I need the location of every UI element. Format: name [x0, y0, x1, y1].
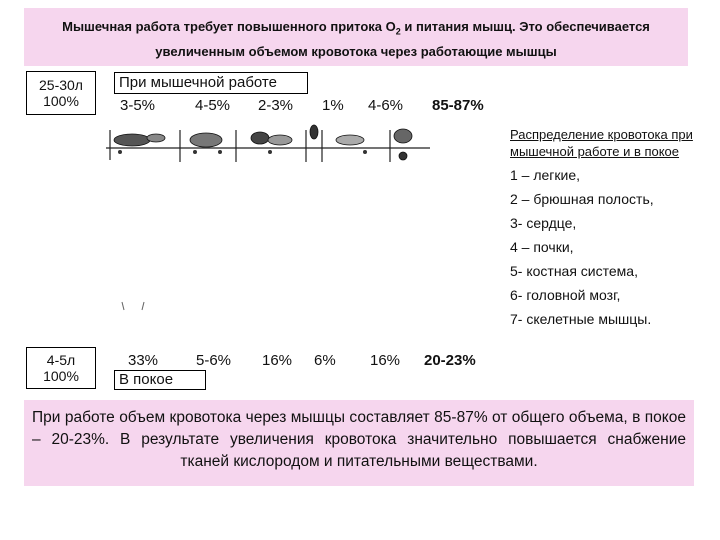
- rest-value-5: 16%: [370, 352, 401, 369]
- header-line-1: Мышечная работа требует повышенного притока $О_2$ и питания мышц. Это обеспечивается: [62, 19, 650, 37]
- rest-value-1: 33%: [128, 352, 159, 369]
- legend-item: 1 – легкие,: [510, 167, 581, 183]
- rest-value-2: 5-6%: [196, 352, 232, 369]
- kidney-icon: [310, 125, 318, 139]
- rest-value-6: 20-23%: [424, 352, 476, 369]
- rest-value-4: 6%: [314, 352, 336, 369]
- legend-item: 4 – почки,: [510, 239, 574, 255]
- work-value-5: 4-6%: [368, 97, 404, 114]
- work-value-2: 4-5%: [195, 97, 231, 114]
- bone-icon: [336, 135, 364, 145]
- legend-item: 6- головной мозг,: [510, 287, 621, 303]
- conclusion-box: При работе объем кровотока через мышцы составляет 85-87% от общего объема, в покое – 20-23%. В результате увеличения кровотока значительно повышается снабжение тканей кислородом и питательными веществами.: [24, 400, 694, 486]
- work-value-1: 3-5%: [120, 97, 156, 114]
- brain-icon: [394, 129, 412, 143]
- work-value-4: 1%: [322, 97, 344, 114]
- header-banner: [24, 8, 688, 66]
- work-total-volume: 25-30л: [39, 77, 83, 93]
- rest-total-percent: 100%: [43, 368, 79, 384]
- work-value-6: 85-87%: [432, 97, 484, 114]
- header-line-2: увеличенным объемом кровотока через работающие мышцы: [155, 43, 557, 59]
- work-value-3: 2-3%: [258, 97, 294, 114]
- rest-label: В покое: [114, 370, 206, 390]
- heart-icon: [251, 132, 269, 144]
- rest-value-3: 16%: [262, 352, 293, 369]
- work-label: При мышечной работе: [114, 72, 308, 94]
- abdomen-icon: [190, 133, 222, 147]
- legend: [510, 126, 710, 331]
- organ-blood-flow-diagram: [100, 118, 430, 328]
- work-total-box: [26, 71, 96, 115]
- rest-total-volume: 4-5л: [46, 352, 76, 368]
- legend-title: Распределение кровотока при мышечной работе и в покое: [510, 127, 693, 159]
- legend-item: 7- скелетные мышцы.: [510, 311, 652, 327]
- legend-item: 2 – брюшная полость,: [510, 191, 654, 207]
- legend-item: 5- костная система,: [510, 263, 638, 279]
- legend-item: 3- сердце,: [510, 215, 577, 231]
- rest-total-box: [26, 347, 96, 389]
- work-total-percent: 100%: [43, 93, 79, 109]
- lung-icon: [114, 134, 150, 146]
